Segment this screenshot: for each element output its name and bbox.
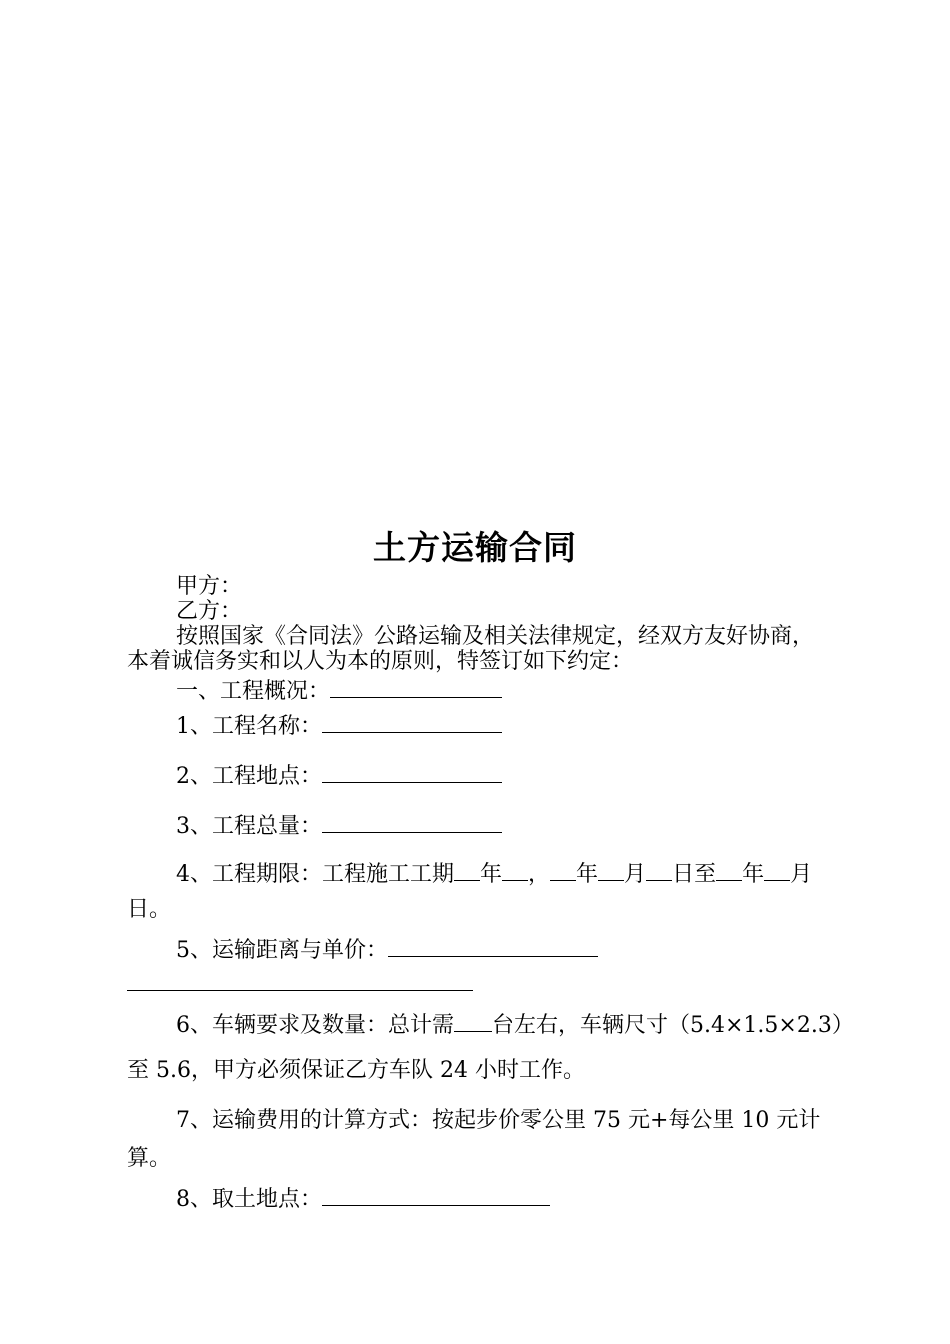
- period-day-to: 日至: [672, 862, 717, 887]
- item-project-period: [176, 858, 812, 888]
- period-blank-7[interactable]: [764, 858, 790, 881]
- item-period-label: 4、工程期限：工程施工工期: [176, 862, 454, 887]
- party-b-label: 乙方：: [176, 599, 243, 624]
- party-a-label: 甲方：: [176, 574, 243, 599]
- period-blank-3[interactable]: [550, 858, 576, 881]
- distance-price-blank-line2[interactable]: [127, 990, 473, 991]
- item-project-total: [176, 810, 502, 840]
- period-year-2: 年: [576, 862, 599, 887]
- project-total-blank[interactable]: [322, 810, 502, 833]
- item-project-total-label: 3、工程总量：: [176, 814, 322, 839]
- item-vehicle-requirements-line2: 至 5.6，甲方必须保证乙方车队 24 小时工作。: [127, 1058, 585, 1083]
- item-project-location: [176, 760, 502, 790]
- document-title: 土方运输合同: [373, 528, 577, 567]
- intro-paragraph-line2: 本着诚信务实和以人为本的原则，特签订如下约定：: [127, 649, 634, 674]
- project-overview-blank[interactable]: [330, 675, 502, 698]
- item-vehicle-label: 6、车辆要求及数量：总计需: [176, 1013, 454, 1038]
- distance-price-blank[interactable]: [388, 934, 598, 957]
- item-project-location-label: 2、工程地点：: [176, 764, 322, 789]
- period-year-1: 年: [480, 862, 503, 887]
- period-blank-4[interactable]: [598, 858, 624, 881]
- period-month-2: 月: [790, 862, 813, 887]
- item-project-name-label: 1、工程名称：: [176, 714, 322, 739]
- item-soil-source: [176, 1183, 550, 1213]
- section-project-overview: [176, 675, 502, 705]
- period-comma: ，: [528, 862, 551, 887]
- period-year-3: 年: [742, 862, 765, 887]
- item-project-name: [176, 710, 502, 740]
- item-project-period-line2: 日。: [127, 897, 172, 922]
- section-project-overview-label: 一、工程概况：: [176, 679, 331, 704]
- period-blank-2[interactable]: [502, 858, 528, 881]
- project-location-blank[interactable]: [322, 760, 502, 783]
- vehicle-count-blank[interactable]: [454, 1009, 492, 1032]
- item-fee-calculation: 7、运输费用的计算方式：按起步价零公里 75 元+每公里 10 元计: [176, 1108, 821, 1133]
- period-blank-5[interactable]: [646, 858, 672, 881]
- item-vehicle-size: 台左右，车辆尺寸（5.4×1.5×2.3）: [492, 1013, 854, 1038]
- period-blank-6[interactable]: [716, 858, 742, 881]
- intro-paragraph-line1: 按照国家《合同法》公路运输及相关法律规定，经双方友好协商，: [176, 624, 815, 649]
- item-vehicle-requirements: [176, 1009, 854, 1039]
- item-soil-source-label: 8、取土地点：: [176, 1187, 322, 1212]
- item-distance-price-label: 5、运输距离与单价：: [176, 938, 388, 963]
- item-fee-calculation-line2: 算。: [127, 1146, 172, 1171]
- project-name-blank[interactable]: [322, 710, 502, 733]
- period-blank-1[interactable]: [454, 858, 480, 881]
- item-distance-price: [176, 934, 598, 964]
- period-month-1: 月: [624, 862, 647, 887]
- soil-source-blank[interactable]: [322, 1183, 550, 1206]
